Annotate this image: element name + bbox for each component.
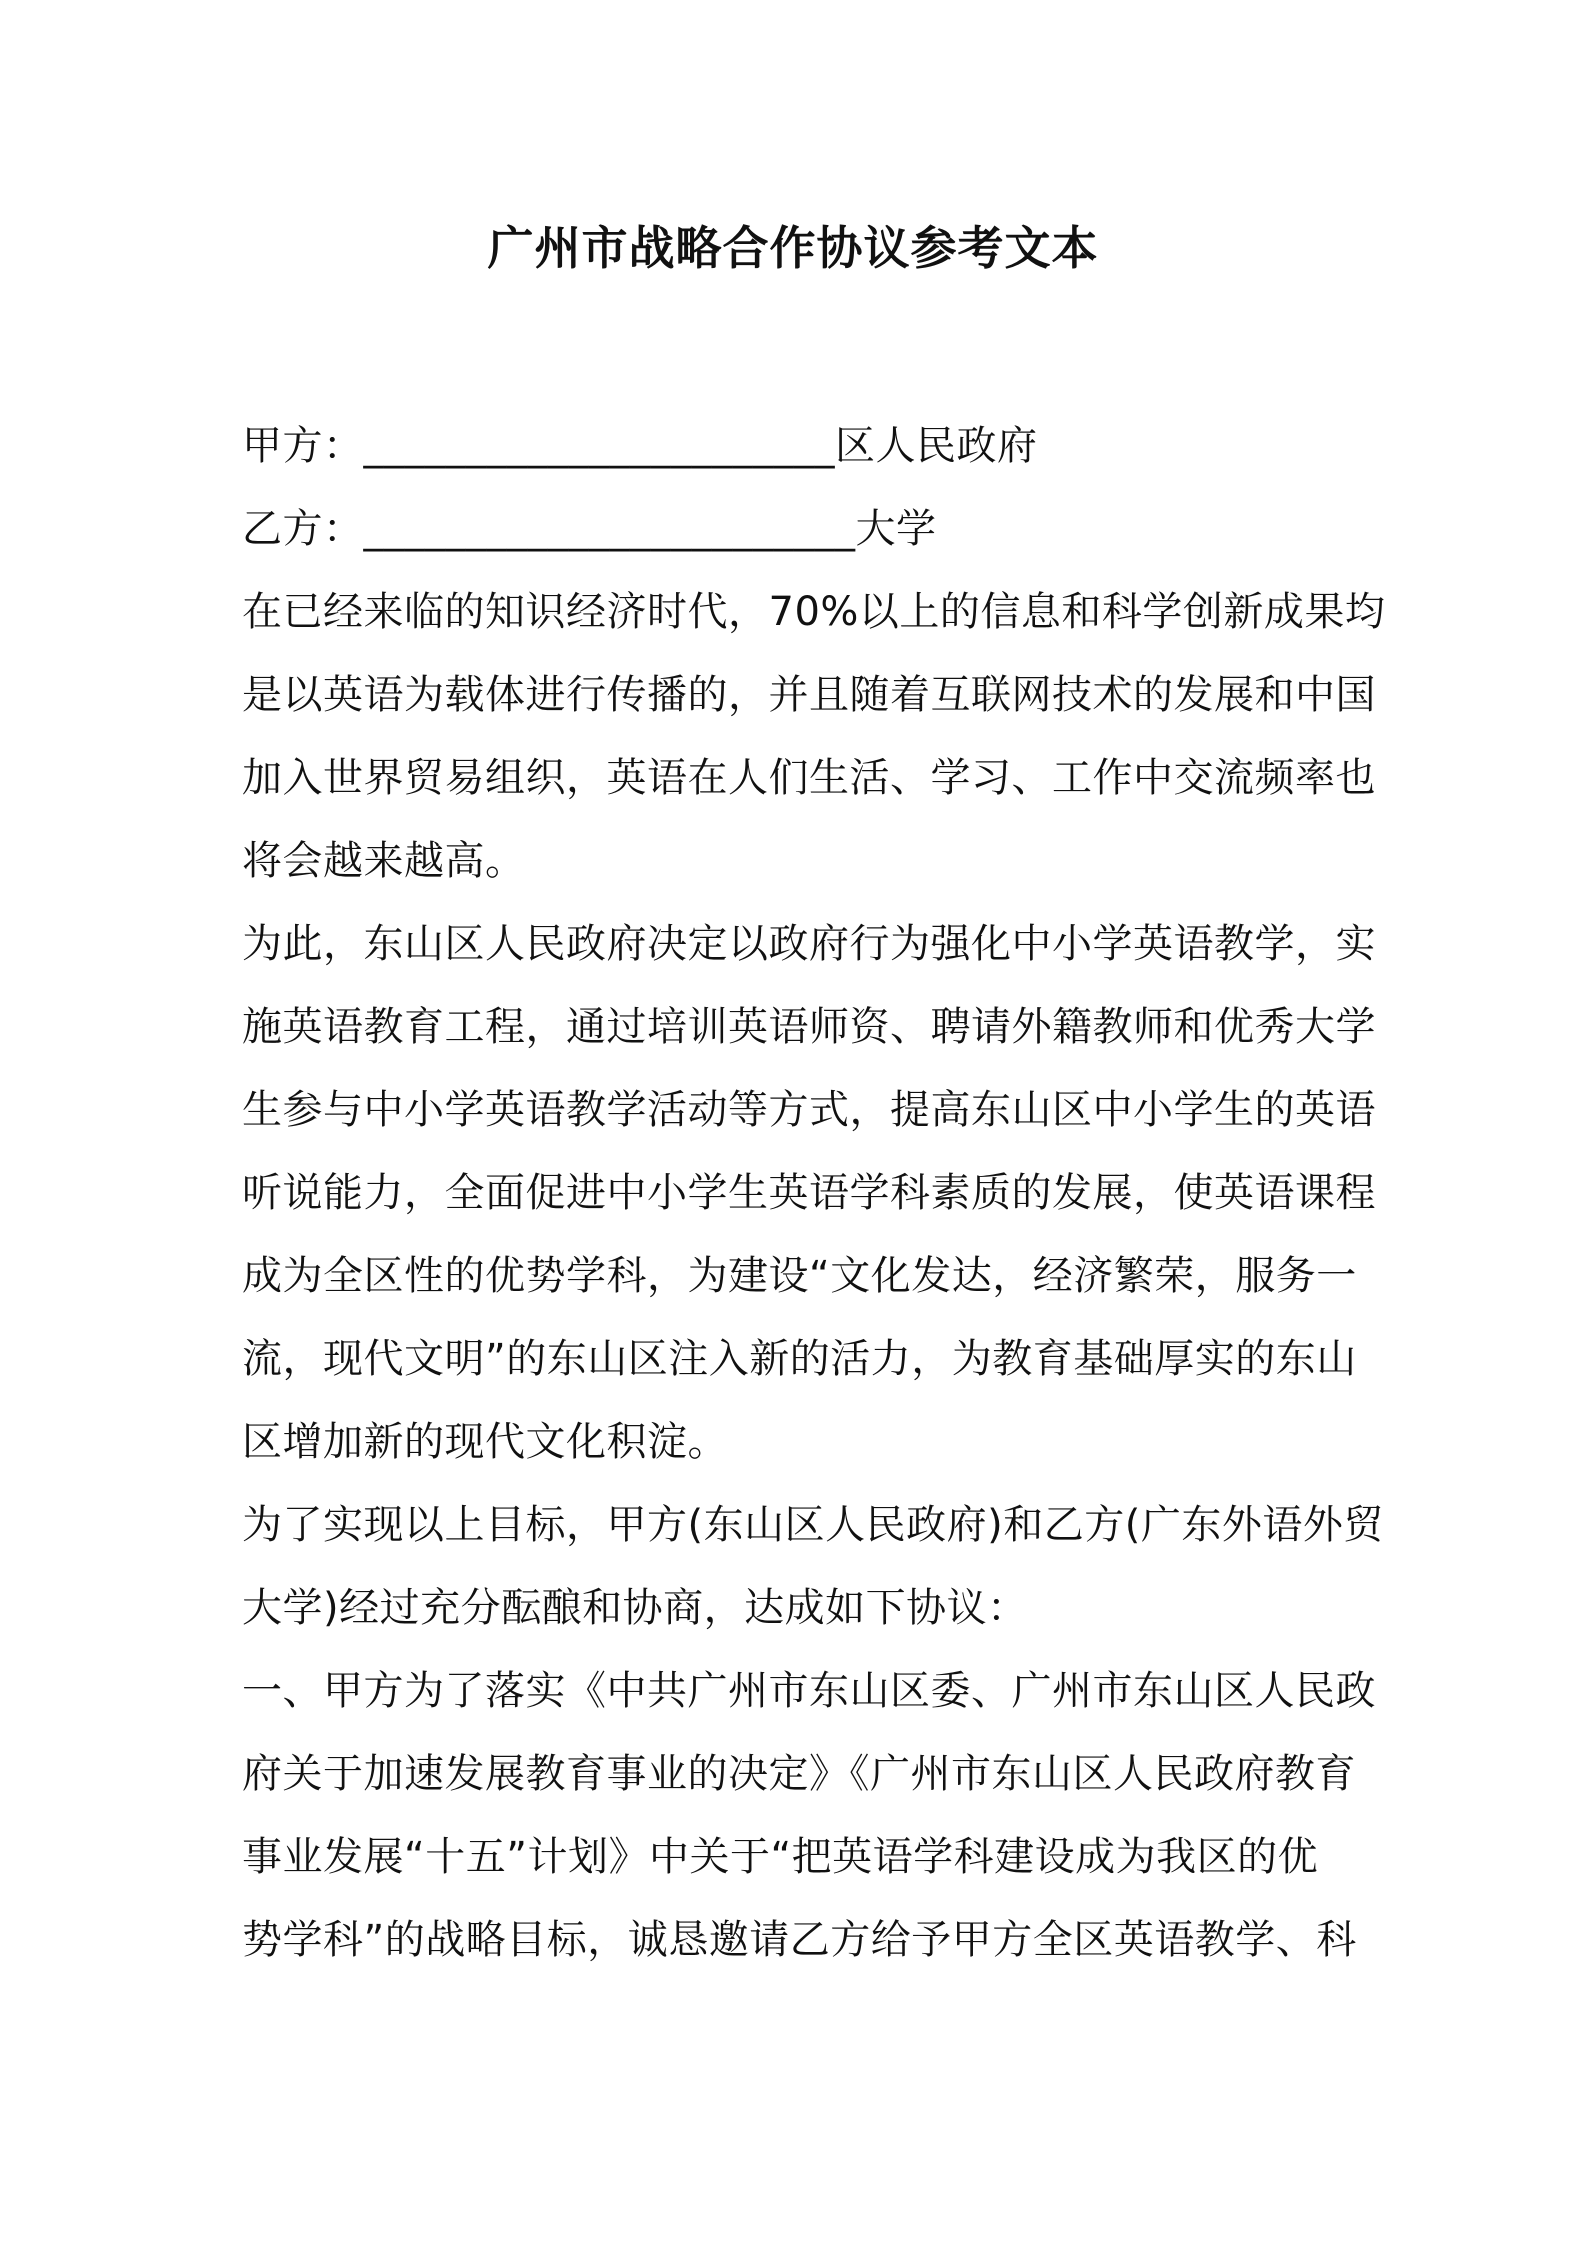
paragraph-line: 为此，东山区人民政府决定以政府行为强化中小学英语教学，实: [242, 921, 1376, 967]
party-a-label: 甲方：: [242, 423, 364, 469]
paragraph-agreement: [242, 1484, 1384, 1650]
paragraph-clause-one: [242, 1650, 1376, 1982]
paragraph-line: 听说能力，全面促进中小学生英语学科素质的发展，使英语课程: [242, 1170, 1376, 1216]
paragraph-line: 势学科”的战略目标，诚恳邀请乙方给予甲方全区英语教学、科: [242, 1917, 1357, 1963]
paragraph-line: 一、甲方为了落实《中共广州市东山区委、广州市东山区人民政: [242, 1668, 1376, 1714]
party-a-line: [242, 405, 1362, 488]
party-a-blank: _______________________: [363, 423, 835, 469]
document-title: 广州市战略合作协议参考文本: [487, 221, 1099, 275]
paragraph-line: 为了实现以上目标，甲方(东山区人民政府)和乙方(广东外语外贸: [242, 1502, 1384, 1548]
party-b-blank: ________________________: [363, 506, 856, 552]
paragraph-line: 府关于加速发展教育事业的决定》《广州市东山区人民政府教育: [242, 1751, 1356, 1797]
paragraph-purpose: [242, 903, 1376, 1484]
paragraph-line: 事业发展“十五”计划》中关于“把英语学科建设成为我区的优: [242, 1834, 1319, 1880]
paragraph-line: 在已经来临的知识经济时代，70%以上的信息和科学创新成果均: [242, 589, 1386, 635]
party-b-label: 乙方：: [242, 506, 364, 552]
paragraph-line: 是以英语为载体进行传播的，并且随着互联网技术的发展和中国: [242, 672, 1376, 718]
document-body: [242, 405, 1386, 1982]
paragraph-line: 生参与中小学英语教学活动等方式，提高东山区中小学生的英语: [242, 1087, 1376, 1133]
party-b-suffix: 大学: [855, 506, 937, 552]
paragraph-line: 区增加新的现代文化积淀。: [242, 1419, 728, 1465]
paragraph-line: 成为全区性的优势学科，为建设“文化发达，经济繁荣，服务一: [242, 1253, 1357, 1299]
paragraph-line: 大学)经过充分酝酿和协商，达成如下协议：: [242, 1585, 1028, 1631]
paragraph-line: 将会越来越高。: [242, 838, 526, 884]
paragraph-line: 流，现代文明”的东山区注入新的活力，为教育基础厚实的东山: [242, 1336, 1357, 1382]
paragraph-line: 加入世界贸易组织，英语在人们生活、学习、工作中交流频率也: [242, 755, 1376, 801]
paragraph-intro: [242, 571, 1386, 903]
party-a-suffix: 区人民政府: [835, 423, 1038, 469]
party-b-line: [242, 488, 1362, 571]
paragraph-line: 施英语教育工程，通过培训英语师资、聘请外籍教师和优秀大学: [242, 1004, 1376, 1050]
